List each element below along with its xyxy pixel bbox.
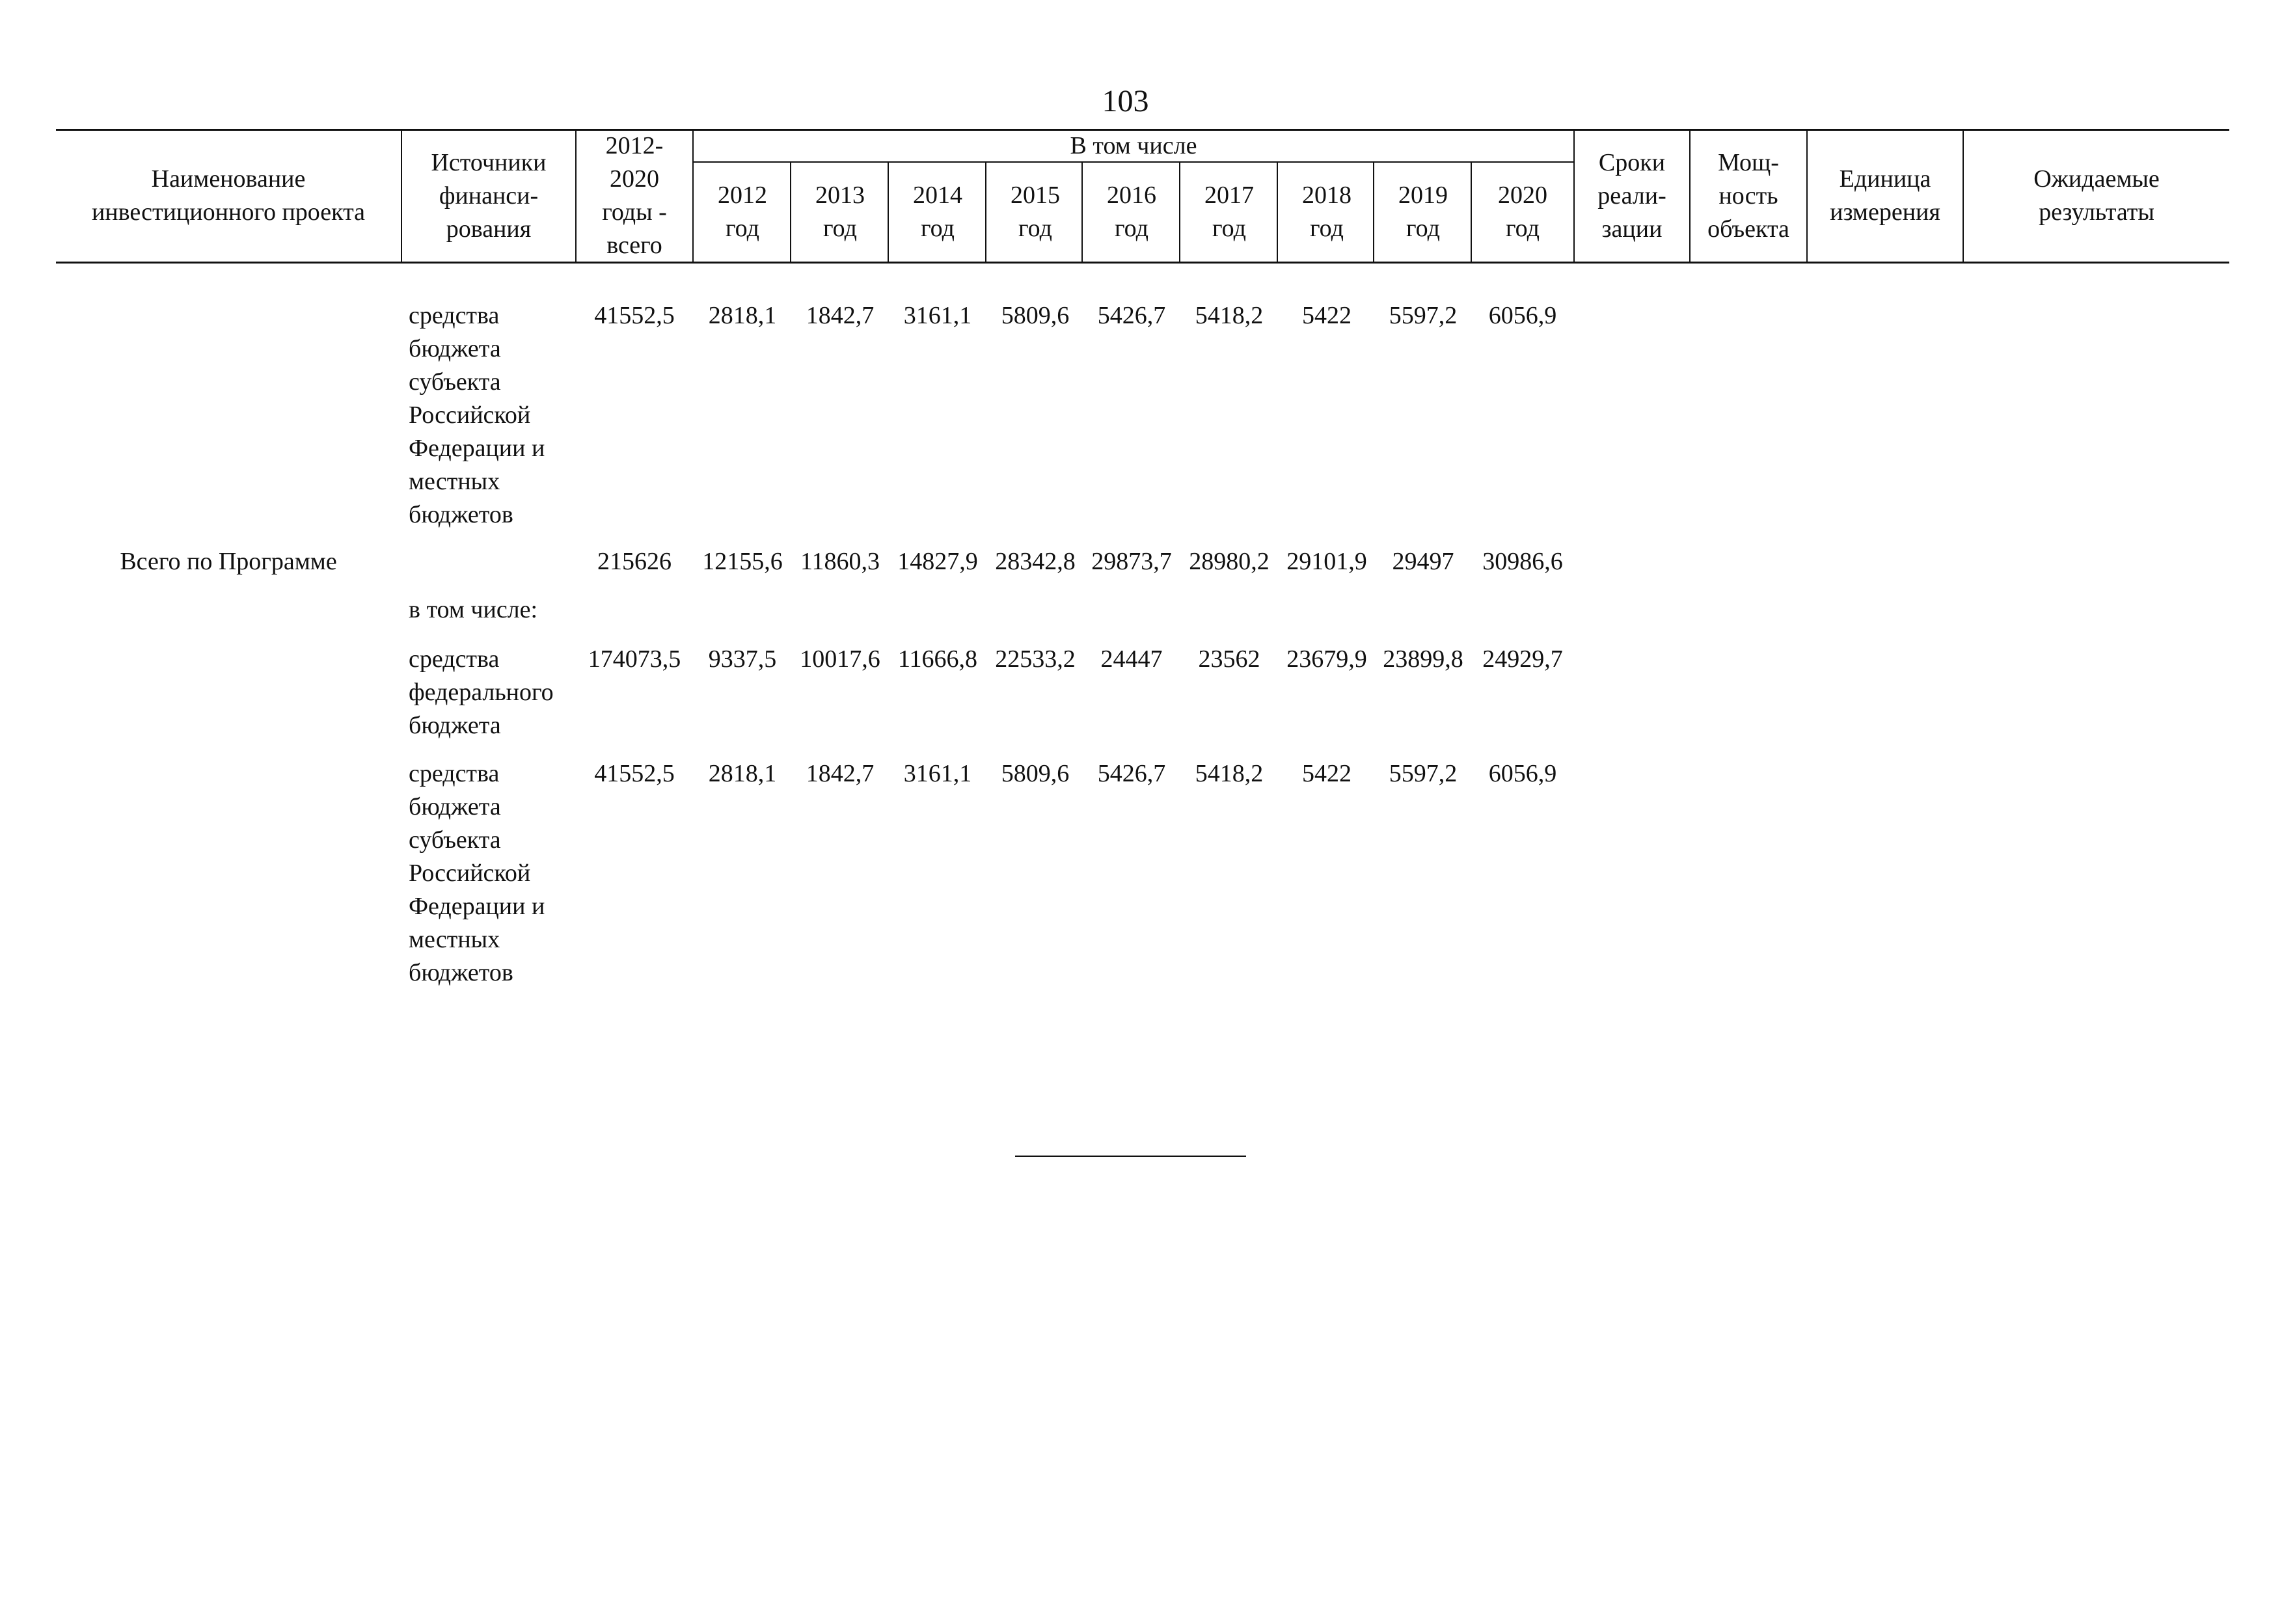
header-year: 2017 год: [1204, 182, 1254, 242]
row-year-value: 3161,1: [903, 302, 972, 329]
row-year-value: 23679,9: [1286, 645, 1367, 673]
row-year-value: 29873,7: [1091, 548, 1172, 575]
row-year-value: 6056,9: [1488, 302, 1557, 329]
row-year-value: 29497: [1392, 548, 1454, 575]
page-number: 103: [1102, 84, 1149, 118]
row-year-value: 11666,8: [897, 645, 978, 673]
header-year: 2016 год: [1107, 182, 1156, 242]
header-year: 2013 год: [815, 182, 865, 242]
row-year-value: 5809,6: [1001, 760, 1070, 787]
row-year-value: 28980,2: [1189, 548, 1270, 575]
row-year-value: 3161,1: [903, 760, 972, 787]
header-terms: Сроки реали- зации: [1597, 148, 1666, 243]
header-unit: Единица измерения: [1830, 165, 1940, 226]
header-year: 2015 год: [1011, 182, 1060, 242]
header-bottom-rule: [56, 262, 2229, 264]
row-source: в том числе:: [409, 596, 538, 623]
row-year-value: 5418,2: [1195, 760, 1264, 787]
row-total: 41552,5: [594, 302, 675, 329]
row-year-value: 29101,9: [1286, 548, 1367, 575]
row-year-value: 30986,6: [1482, 548, 1563, 575]
row-year-value: 9337,5: [708, 645, 777, 673]
row-year-value: 5597,2: [1389, 760, 1458, 787]
row-year-value: 28342,8: [995, 548, 1076, 575]
row-year-value: 2818,1: [708, 302, 777, 329]
row-source: средства бюджета субъекта Российской Федерации и местных бюджетов: [409, 302, 545, 528]
row-year-value: 5426,7: [1097, 302, 1166, 329]
row-year-value: 23899,8: [1383, 645, 1463, 673]
footer-rule: [1015, 1156, 1246, 1157]
header-year: 2019 год: [1398, 182, 1448, 242]
row-total: 41552,5: [594, 760, 675, 787]
row-total: 174073,5: [588, 645, 681, 673]
header-sources: Источники финанси- рования: [431, 148, 547, 243]
row-source: средства федерального бюджета: [409, 645, 554, 739]
row-year-value: 24447: [1100, 645, 1163, 673]
row-year-value: 5426,7: [1097, 760, 1166, 787]
header-year: 2018 год: [1302, 182, 1352, 242]
row-year-value: 14827,9: [897, 548, 978, 575]
row-total: 215626: [597, 548, 672, 575]
header-project-name: Наименование инвестиционного проекта: [91, 165, 366, 226]
header-capacity: Мощ- ность объекта: [1707, 148, 1789, 243]
row-year-value: 5422: [1302, 760, 1352, 787]
header-year: 2020 год: [1498, 182, 1547, 242]
row-year-value: 5422: [1302, 302, 1352, 329]
header-year: 2014 год: [913, 182, 962, 242]
header-results: Ожидаемые результаты: [2033, 165, 2160, 226]
row-year-value: 5809,6: [1001, 302, 1070, 329]
row-year-value: 11860,3: [800, 548, 880, 575]
row-year-value: 10017,6: [800, 645, 880, 673]
header-total: 2012- 2020 годы - всего: [602, 132, 667, 259]
header-including: В том числе: [1070, 131, 1197, 159]
row-year-value: 5597,2: [1389, 302, 1458, 329]
row-year-value: 22533,2: [995, 645, 1076, 673]
row-year-value: 6056,9: [1488, 760, 1557, 787]
row-year-value: 5418,2: [1195, 302, 1264, 329]
row-year-value: 12155,6: [702, 548, 783, 575]
row-project-name: Всего по Программе: [120, 548, 337, 575]
row-year-value: 1842,7: [806, 302, 875, 329]
row-year-value: 23562: [1198, 645, 1260, 673]
row-year-value: 24929,7: [1482, 645, 1563, 673]
row-year-value: 2818,1: [708, 760, 777, 787]
header-year: 2012 год: [718, 182, 767, 242]
row-year-value: 1842,7: [806, 760, 875, 787]
row-source: средства бюджета субъекта Российской Федерации и местных бюджетов: [409, 760, 545, 986]
